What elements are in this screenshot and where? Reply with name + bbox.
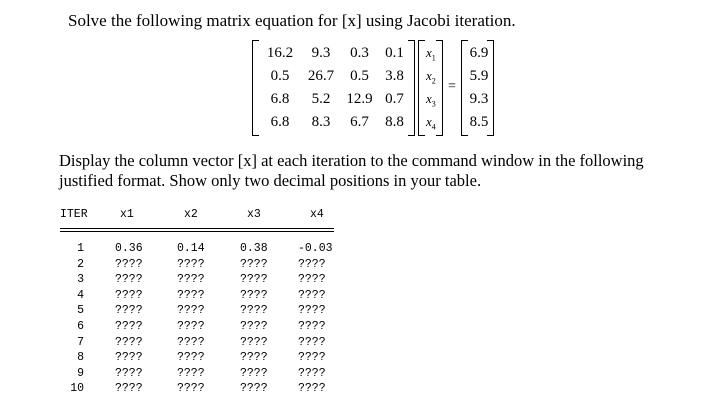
x-variable-base: x xyxy=(426,45,432,60)
table-header-row xyxy=(60,207,340,222)
matrix-cell: 6.7 xyxy=(350,114,369,130)
matrix-cell: 5.2 xyxy=(311,91,331,107)
table-row xyxy=(60,303,340,319)
header-iter: ITER xyxy=(60,208,88,221)
iter-cell: 7 xyxy=(77,335,84,349)
matrix-cell: 6.8 xyxy=(270,91,290,107)
header-x3: x3 xyxy=(247,208,261,221)
value-cell: ???? xyxy=(298,351,326,365)
b-value: 9.3 xyxy=(469,91,489,107)
iter-cell: 3 xyxy=(77,273,84,287)
value-cell: ???? xyxy=(177,257,205,271)
table-row xyxy=(60,241,340,257)
x-variable-subscript: 1 xyxy=(431,53,436,63)
table-row xyxy=(60,350,340,366)
matrix-cell: 16.2 xyxy=(266,45,294,61)
value-cell: ???? xyxy=(240,319,268,333)
matrix-equation xyxy=(252,40,502,136)
value-cell: ???? xyxy=(240,382,268,396)
matrix-cell: 0.1 xyxy=(385,45,404,61)
value-cell: 0.14 xyxy=(177,242,205,255)
value-cell: 0.36 xyxy=(115,242,143,255)
matrix-a-right-bracket xyxy=(408,40,415,136)
value-cell: ???? xyxy=(240,273,268,287)
value-cell: ???? xyxy=(115,366,143,380)
table-row xyxy=(60,288,340,304)
value-cell: ???? xyxy=(177,335,205,349)
x-vector-left-bracket xyxy=(418,40,425,136)
matrix-cell: 6.8 xyxy=(270,114,290,130)
matrix-cell: 0.3 xyxy=(350,45,369,61)
value-cell: ???? xyxy=(177,366,205,380)
b-vector-right-bracket xyxy=(487,40,494,136)
value-cell: ???? xyxy=(115,335,143,349)
value-cell: ???? xyxy=(115,273,143,287)
iter-cell: 4 xyxy=(77,288,84,302)
matrix-a-left-bracket xyxy=(252,40,259,136)
matrix-cell: 26.7 xyxy=(307,68,335,84)
value-cell: ???? xyxy=(115,351,143,365)
value-cell: ???? xyxy=(177,351,205,365)
value-cell: ???? xyxy=(298,335,326,349)
b-value: 8.5 xyxy=(469,114,489,130)
header-separator xyxy=(60,228,334,234)
iter-cell: 9 xyxy=(77,366,84,380)
header-x4: x4 xyxy=(310,208,324,221)
iter-cell: 2 xyxy=(77,257,84,271)
x-variable xyxy=(426,111,436,139)
value-cell: ???? xyxy=(115,382,143,396)
matrix-row xyxy=(260,65,412,89)
x-variable-base: x xyxy=(426,68,432,83)
table-row xyxy=(60,257,340,273)
b-value: 5.9 xyxy=(469,68,489,84)
value-cell: ???? xyxy=(115,304,143,318)
table-row xyxy=(60,381,340,397)
iter-cell: 5 xyxy=(77,304,84,318)
table-row xyxy=(60,335,340,351)
value-cell: -0.03 xyxy=(298,242,333,255)
b-value: 6.9 xyxy=(469,45,489,61)
problem-statement: Solve the following matrix equation for [x] using Jacobi iteration. xyxy=(68,11,516,30)
value-cell: ???? xyxy=(177,304,205,318)
value-cell: ???? xyxy=(177,288,205,302)
iter-cell: 6 xyxy=(77,319,84,333)
value-cell: ???? xyxy=(177,273,205,287)
value-cell: ???? xyxy=(115,257,143,271)
header-x2: x2 xyxy=(184,208,198,221)
value-cell: ???? xyxy=(177,319,205,333)
equals-sign: = xyxy=(448,79,456,94)
value-cell: ???? xyxy=(240,288,268,302)
value-cell: ???? xyxy=(177,382,205,396)
matrix-cell: 8.3 xyxy=(311,114,331,130)
iteration-table xyxy=(60,207,340,397)
value-cell: ???? xyxy=(298,257,326,271)
matrix-cell: 8.8 xyxy=(385,114,404,130)
value-cell: ???? xyxy=(115,319,143,333)
value-cell: ???? xyxy=(298,288,326,302)
table-row xyxy=(60,366,340,382)
x-variable-base: x xyxy=(426,114,432,129)
value-cell: 0.38 xyxy=(240,242,268,255)
header-x1: x1 xyxy=(120,208,134,221)
matrix-cell: 3.8 xyxy=(385,68,404,84)
x-variable-subscript: 4 xyxy=(431,122,436,132)
value-cell: ???? xyxy=(240,366,268,380)
table-row xyxy=(60,319,340,335)
matrix-row xyxy=(260,42,412,66)
value-cell: ???? xyxy=(115,288,143,302)
table-body xyxy=(60,241,340,397)
value-cell: ???? xyxy=(240,335,268,349)
iter-cell: 10 xyxy=(70,382,84,396)
iter-cell: 8 xyxy=(77,351,84,365)
matrix-cell: 9.3 xyxy=(311,45,331,61)
x-variable-subscript: 3 xyxy=(431,99,436,109)
value-cell: ???? xyxy=(240,351,268,365)
value-cell: ???? xyxy=(298,382,326,396)
matrix-row xyxy=(260,88,412,112)
x-vector-right-bracket xyxy=(436,40,443,136)
x-variable-subscript: 2 xyxy=(431,76,436,86)
matrix-row xyxy=(260,111,412,135)
iter-cell: 1 xyxy=(77,242,84,255)
matrix-cell: 0.5 xyxy=(270,68,290,84)
x-variable-base: x xyxy=(426,91,432,106)
value-cell: ???? xyxy=(240,304,268,318)
value-cell: ???? xyxy=(298,319,326,333)
value-cell: ???? xyxy=(298,273,326,287)
instructions-text: Display the column vector [x] at each iteration to the command window in the following justified format. Show only two decimal positions in your table. xyxy=(59,151,644,190)
value-cell: ???? xyxy=(298,304,326,318)
value-cell: ???? xyxy=(298,366,326,380)
value-cell: ???? xyxy=(240,257,268,271)
matrix-cell: 0.7 xyxy=(385,91,404,107)
table-row xyxy=(60,272,340,288)
matrix-cell: 12.9 xyxy=(346,91,373,107)
matrix-cell: 0.5 xyxy=(350,68,369,84)
